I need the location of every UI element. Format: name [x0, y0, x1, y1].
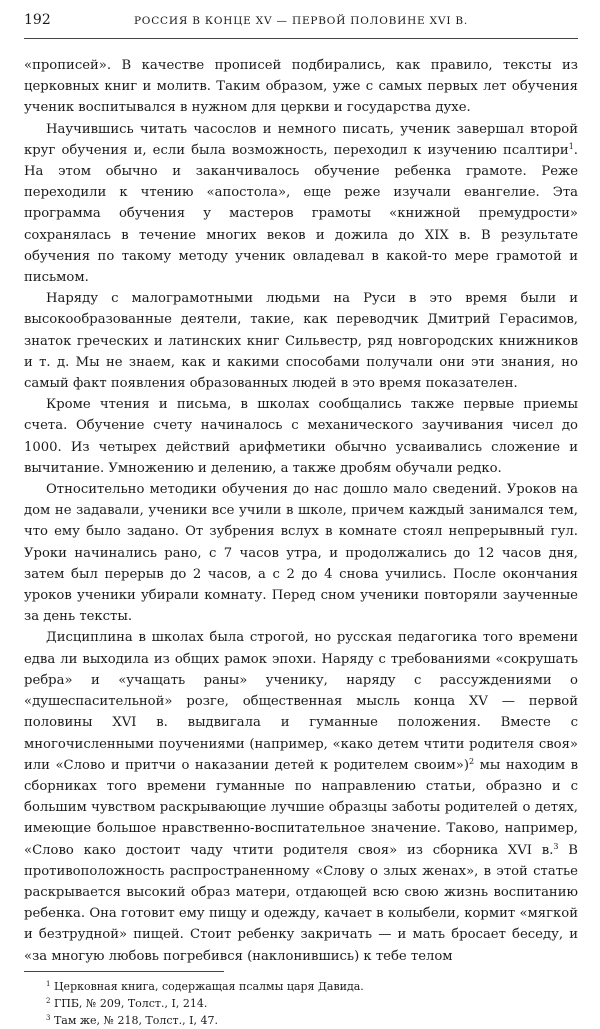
- page-number: 192: [24, 12, 51, 28]
- paragraph: Наряду с малограмотными людьми на Руси в это время были и высокообразованные деятели, такие, как переводчик Дмитрий Герасимов, знаток греческих и латинских книг Сильвестр, ряд новгородских книжников и т. д. Мы не знаем, как и какими способами получали они эти знания, но самый факт появления образованных людей в это время показателен.: [24, 291, 578, 392]
- paragraph: Относительно методики обучения до нас дошло мало сведений. Уроков на дом не задавали, ученики все учили в школе, причем каждый занимался тем, что ему было задано. От зубрения вслух в комнате стоял непрерывный гул. Уроки начинались рано, с 7 часов утра, и продолжались до 12 часов дня, затем был перерыв до 2 часов, а с 2 до 4 снова учились. После окончания уроков ученики убирали комнату. Перед сном ученики повторяли заученные за день тексты.: [24, 482, 578, 625]
- footnote-divider: [24, 971, 224, 972]
- running-title: РОССИЯ В КОНЦЕ XV — ПЕРВОЙ ПОЛОВИНЕ XVI В.: [133, 15, 469, 27]
- footnote: $^1$ Церковная книга, содержащая псалмы царя Давида.: [46, 979, 364, 993]
- footnote-ref: 2: [469, 756, 475, 766]
- page-header: [24, 12, 578, 39]
- paragraph: Дисциплина в школах была строгой, но русская педагогика того времени едва ли выходила из общих рамок эпохи. Наряду с требованиями «сокрушать ребра» и «учащать раны» ученику, наряду с рассуждениями о «душеспасительной» розге, общественная мысль конца XV — первой половины XVI в. выдвигала и гуманные положения. Вместе с многочисленными поучениями (например, «како детем чтити родителя своя» или «Слово и притчи о наказании детей к родителем своим»)$^2$ мы находим в сборниках того времени гуманные по направлению статьи, образно и с большим чувством раскрывающие лучшие образцы заботы родителей о детях, имеющие большое нравственно-воспитательное значение. Таково, например, «Слово како достоит чаду чтити родителя своя» из сборника XVI в.$^3$ В противоположность распространенному «Слову о злых женах», в этой статье раскрывается высокий образ матери, отдающей всю свою жизнь воспитанию ребенка. Она готовит ему пищу и одежду, качает в колыбели, кормит «мягкой и безтрудной» пищей. Стоит ребенку закричать — и мать бросает беседу, и «за многую любовь погребився (наклонившись) к тебе телом: [24, 630, 579, 964]
- footnote: $^3$ Там же, № 218, Толст., I, 47.: [46, 1013, 218, 1027]
- footnote: $^2$ ГПБ, № 209, Толст., I, 214.: [46, 996, 208, 1010]
- paragraph: «прописей». В качестве прописей подбирались, как правило, тексты из церковных книг и молитв. Таким образом, уже с самых первых лет обучения ученик воспитывался в нужном для церкви и государства духе.: [24, 58, 578, 116]
- paragraph: Кроме чтения и письма, в школах сообщались также первые приемы счета. Обучение счету начиналось с механического заучивания чисел до 1000. Из четырех действий арифметики обычно усваивались сложение и вычитание. Умножению и делению, а также дробям обучали редко.: [24, 397, 578, 476]
- footnotes: [24, 978, 578, 1029]
- footnote-ref: 1: [568, 141, 574, 151]
- main-text: [24, 55, 578, 967]
- footnote-ref: 3: [553, 841, 559, 851]
- paragraph: Научившись читать часослов и немного писать, ученик завершал второй круг обучения и, если была возможность, переходил к изучению псалтири$^1$. На этом обычно и заканчивалось обучение ребенка грамоте. Реже переходили к чтению «апостола», еще реже изучали евангелие. Эта программа обучения у мастеров грамоты «книжной премудрости» сохранялась в течение многих веков и дожила до XIX в. В результате обучения по такому методу ученик овладевал в какой-то мере грамотой и письмом.: [24, 121, 578, 286]
